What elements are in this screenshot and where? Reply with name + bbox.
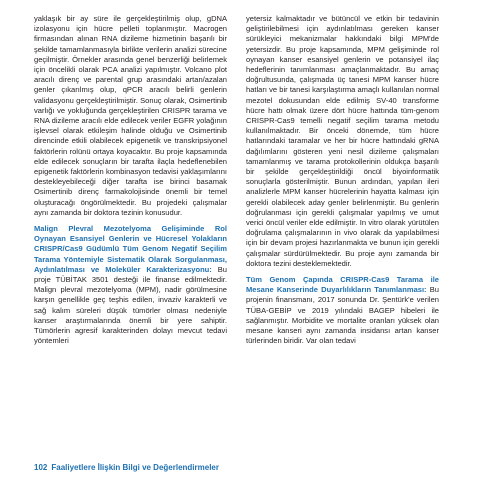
right-paragraph-2 <box>246 275 439 346</box>
page-number: 102 <box>34 463 48 472</box>
right-column <box>246 14 439 351</box>
project-heading-mesothelioma: Malign Plevral Mezotelyoma Gelişiminde Rol Oynayan Esansiyel Genlerin ve Hücresel Yolakların CRISPR/Cas9 Güdümlü Tüm Genom Negatif Seçilim Tarama Yöntemiyle Sistematik Olarak Sorgulanması, Aydınlatılması ve Moleküler Karakterizasyonu: <box>34 224 227 274</box>
project-text-bladder: Bu projenin finansmanı, 2017 sonunda Dr. Şentürk'e verilen TÜBA-GEBİP ve 2019 yılındaki BAGEP hibeleri ile sağlanmıştır. Morbidite ve mortalite oranları yüksek olan mesane kanseri aynı zamanda insidansı artan kanser türlerinden biridir. Var olan tedavi <box>246 285 440 346</box>
document-page <box>34 14 439 460</box>
page-footer <box>34 463 219 473</box>
project-heading-bladder: Tüm Genom Çapında CRISPR-Cas9 Tarama ile Mesane Kanserinde Duyarlılıkların Tanımlanması: <box>246 275 439 295</box>
left-paragraph-1: yaklaşık bir ay süre ile gerçekleştirilmiş olup, gDNA izolasyonu için hücre pelleti toplanmıştır. Macrogen firmasından alınan RNA dizileme hizmetinin başarılı bir şekilde tamamlanmasıyla birlikte verilerin analizi sürecine geçilmiştir. Örnekler arasında genel benzerliği belirlemek için öncelikli olarak PCA analizi yapılmıştır. Volcano plot aracılı direnç ve parental grup arasındaki artan/azalan genler çıkarılmış olup, qPCR aracılı belirli genlerin validasyonu gerçekleştirilmiştir. Sonuç olarak, Osimertinib varlığı ve yokluğunda gerçekleştirilen CRISPR tarama ve RNA dizileme aracılı elde edilecek veriler EGFR yolağının işlevsel olarak etkileşim halinde olduğu ve Osimertinib direncinde etkili olabilecek epigenetik ve transkripsiyonel faktörlerin rolünü ortaya koyacaktır. Bu proje kapsamında elde edilecek sonuçların bir tarafta ilaçla hedeflenebilen epigenetik faktörlerin kombinasyon tedavisi yaklaşımlarını destekleyebileceği diğer tarafta ise birinci basamak Osimertinib direnç farmakolojisinde önemli bir temel oluşturacağı öngörülmektedir. Bu projedeki çalışmalar aynı zamanda bir doktora tezinin konusudur. <box>34 14 227 217</box>
left-paragraph-2 <box>34 224 227 346</box>
project-text-mesothelioma: Bu proje TÜBİTAK 3501 desteği ile finanse edilmektedir. Malign plevral mezotelyoma (MPM), nadir görülmesine karşın genellikle geç teşhis edilen, invaziv karakterli ve sağ kalım süreleri düşük tümörler olması nedeniyle kanser araştırmalarında önemli bir yere sahiptir. Tümörlerin agresif karakterinden dolayı mevcut tedavi yöntemleri <box>34 264 227 346</box>
footer-title: Faaliyetlere İlişkin Bilgi ve Değerlendirmeler <box>51 463 219 472</box>
left-column <box>34 14 227 351</box>
right-paragraph-1: yetersiz kalmaktadır ve bütüncül ve etkin bir tedavinin geliştirilebilmesi için aydınlatılması gereken kanser sürükleyici mekanizmalar hakkındaki bilgi MPM'de yetersizdir. Bu proje kapsamında, MPM gelişiminde rol oynayan kanser esansiyel genlerin ve potansiyel ilaç hedeflerinin tanımlanması amaçlanmaktadır. Bu amaç doğrultusunda, çalışmada üç tanesi MPM kanser hücre hatları ve bir tanesi karşılaştırma amaçlı kullanılan normal mezotel dokusundan elde edilmiş SV-40 transforme hücre hattı olmak üzere dört hücre hattında tüm-genom CRISPR-Cas9 temelli negatif seçilim tarama metodu kullanılmaktadır. Bir önceki dönemde, tüm hücre hatlarındaki taramalar ve her bir hücre hattındaki gRNA dağılımlarını gösteren yeni nesil dizileme çalışmaları tamamlanmış ve tarama protokollerinin oldukça başarılı bir şekilde gerçekleştirildiği öncül biyoinformatik sonuçlarla gösterilmiştir. Bunun ardından, yapılan ileri analizlerle MPM kanser hücrelerinin hayatta kalması için gerekli olabilecek aday genler belirlenmiştir. Bu genlerin doğrulanması için gerekli çalışmalar yapılmış ve umut verici öncül veriler elde edilmiştir. In vitro olarak yürütülen doğrulama çalışmalarının in vivo olarak da yapılabilmesi için bir devam projesi hazırlanmakta ve bunun için gerekli çalışmalar sürdürülmektedir. Bu proje aynı zamanda bir doktora tezini desteklemektedir. <box>246 14 439 268</box>
